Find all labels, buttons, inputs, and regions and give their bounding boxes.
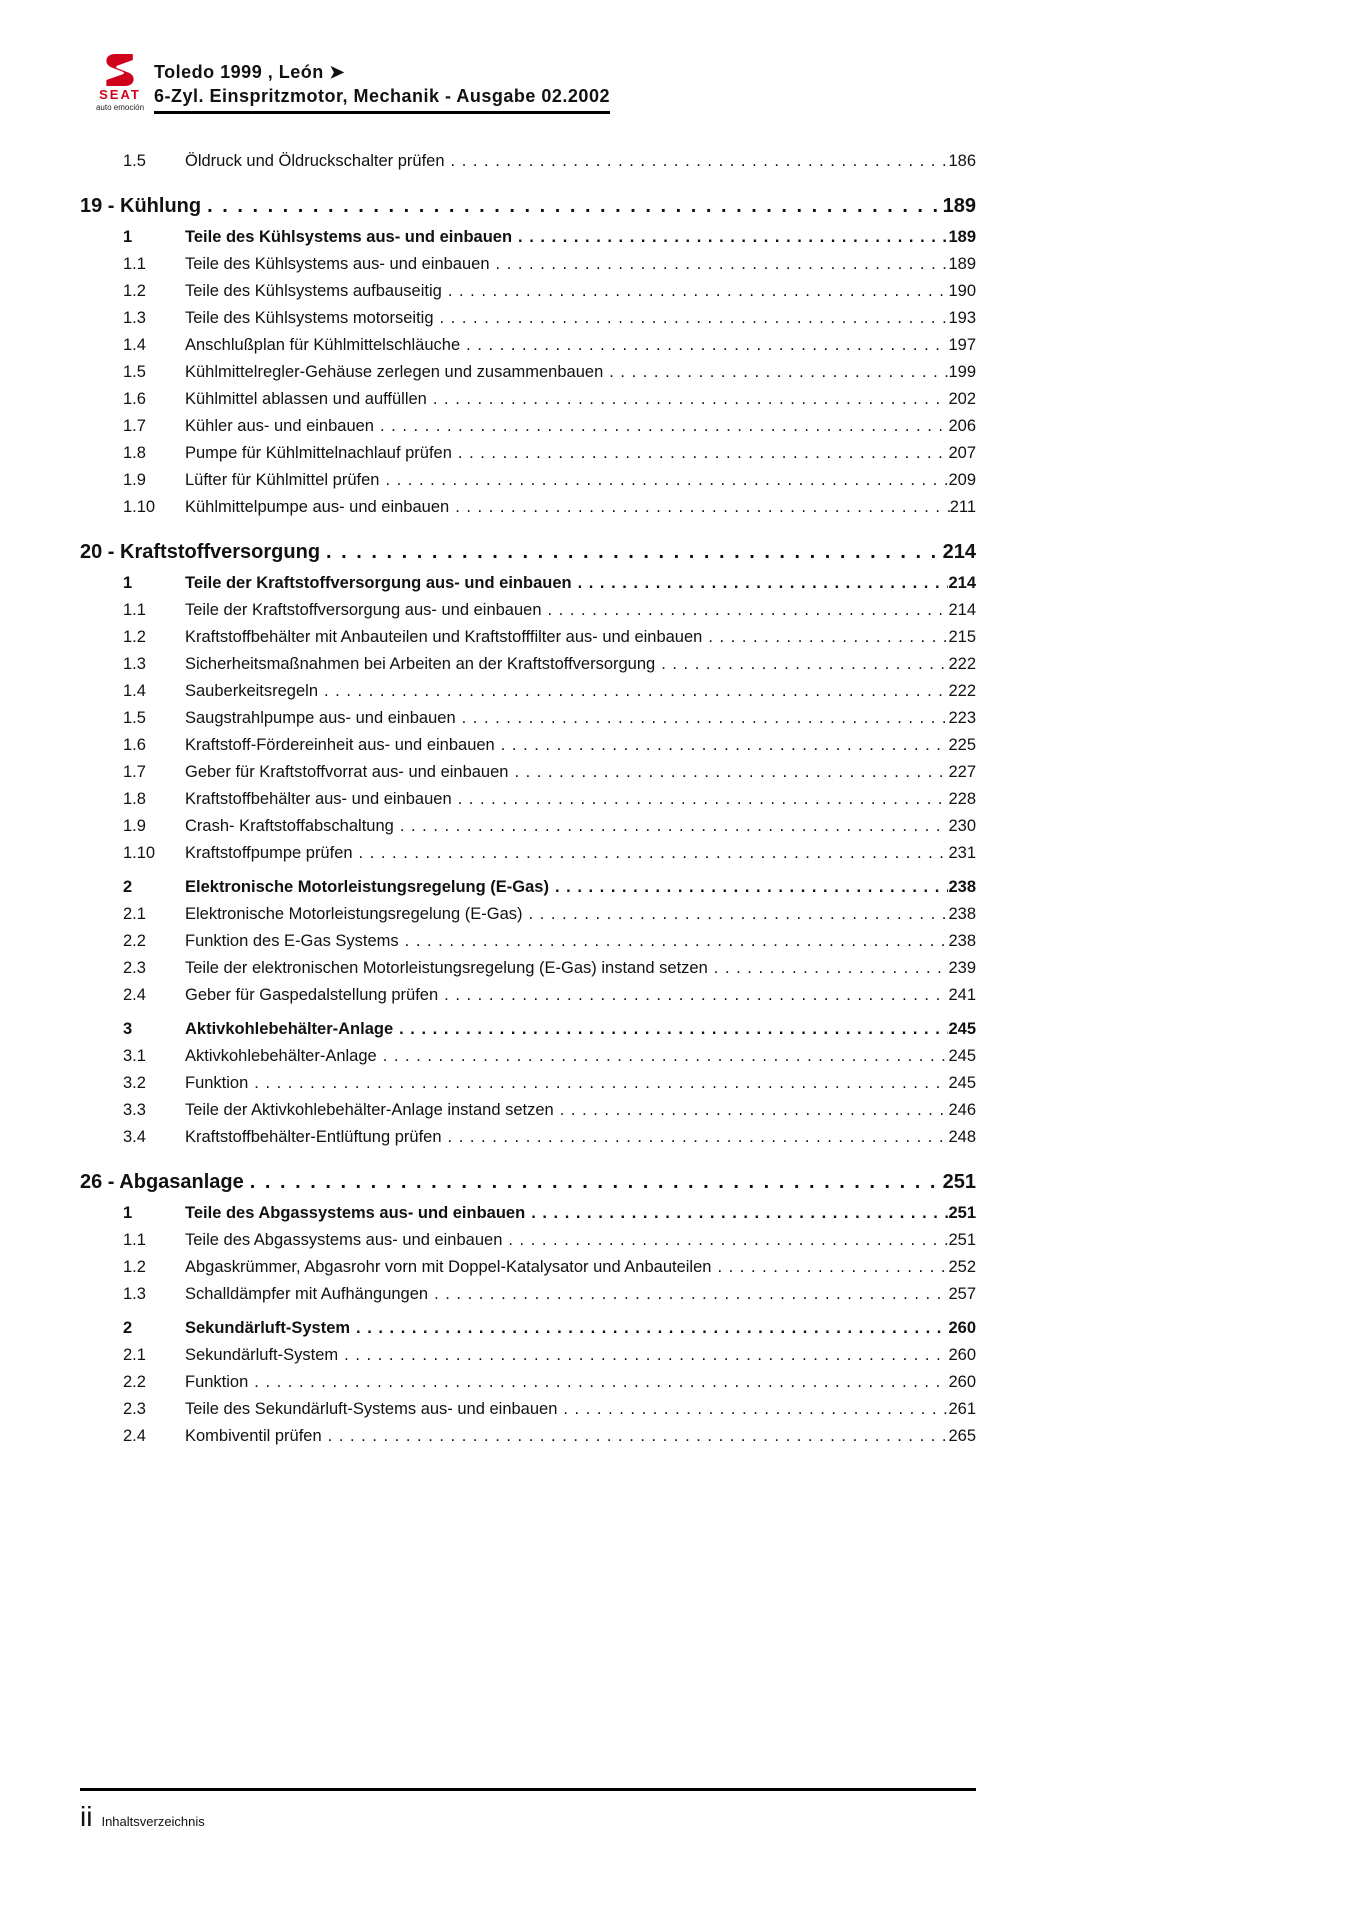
toc-entry — [80, 1070, 976, 1097]
toc-leader-dots — [512, 224, 948, 251]
toc-leader-dots — [445, 148, 949, 175]
toc-entry-number: 3.1 — [123, 1047, 146, 1065]
toc-entry-page: 214 — [948, 574, 976, 592]
toc-entry-number: 2.2 — [123, 1373, 146, 1391]
toc-entry-page: 239 — [948, 959, 976, 977]
toc-entry-title: Lüfter für Kühlmittel prüfen — [185, 471, 380, 489]
toc-entry-number: 2.3 — [123, 959, 146, 977]
toc-entry-number: 1 — [123, 574, 133, 592]
toc-entry-page: 248 — [948, 1128, 976, 1146]
toc-leader-dots — [525, 1200, 948, 1227]
toc-entry-page: 231 — [948, 844, 976, 862]
toc-chapter-heading — [80, 191, 976, 222]
toc-entry-page: 214 — [948, 601, 976, 619]
toc-leader-dots — [374, 413, 948, 440]
toc-leader-dots — [452, 440, 949, 467]
toc-entry-number: 1.2 — [123, 282, 146, 300]
toc-leader-dots — [442, 278, 949, 305]
toc-entry — [80, 1200, 976, 1227]
toc-entry — [80, 1097, 976, 1124]
toc-entry — [80, 1423, 976, 1450]
toc-leader-dots — [248, 1369, 948, 1396]
toc-entry-number: 1.1 — [123, 601, 146, 619]
toc-entry-page: 215 — [948, 628, 976, 646]
footer-page-number: ii — [80, 1801, 93, 1832]
toc-entry-page: 206 — [948, 417, 976, 435]
toc-entry-page: 265 — [948, 1427, 976, 1445]
toc-entry-page: 260 — [948, 1373, 976, 1391]
toc-entry-page: 211 — [949, 498, 976, 516]
toc-entry — [80, 332, 976, 359]
header — [92, 54, 976, 114]
toc-entry-number: 1.3 — [123, 1285, 146, 1303]
toc-entry — [80, 759, 976, 786]
toc-leader-dots — [708, 955, 949, 982]
toc-entry-page: 260 — [948, 1319, 976, 1337]
toc-entry-number: 1.9 — [123, 817, 146, 835]
toc-entry-page: 230 — [948, 817, 976, 835]
toc-entry-title: Elektronische Motorleistungsregelung (E-Gas) — [185, 905, 523, 923]
toc-chapter-page: 214 — [942, 541, 976, 563]
toc-chapter — [80, 1167, 976, 1450]
toc-entry-number: 1.5 — [123, 363, 146, 381]
toc-entry-number: 1.4 — [123, 682, 146, 700]
toc-entry — [80, 1254, 976, 1281]
toc-entry-title: Kraftstoffpumpe prüfen — [185, 844, 353, 862]
toc-leader-dots — [350, 1315, 948, 1342]
toc-entry — [80, 678, 976, 705]
toc-entry-page: 225 — [948, 736, 976, 754]
toc-entry-page: 257 — [948, 1285, 976, 1303]
footer-rule — [80, 1788, 976, 1791]
footer-line — [80, 1803, 976, 1831]
toc-entry-title: Aktivkohlebehälter-Anlage — [185, 1047, 377, 1065]
toc-entry-title: Saugstrahlpumpe aus- und einbauen — [185, 709, 456, 727]
toc-entry-number: 3.4 — [123, 1128, 146, 1146]
toc-entry-number: 1.10 — [123, 498, 156, 516]
table-of-contents — [80, 148, 976, 1450]
toc-leader-dots — [244, 1167, 943, 1198]
toc-entry — [80, 651, 976, 678]
toc-entry — [80, 413, 976, 440]
seat-logo-tagline: auto emoción — [95, 103, 145, 112]
toc-entry — [80, 982, 976, 1009]
toc-entry-page: 228 — [948, 790, 976, 808]
toc-leader-dots — [322, 1423, 949, 1450]
toc-entry-title: Sekundärluft-System — [185, 1319, 351, 1337]
toc-entry-title: Teile des Abgassystems aus- und einbauen — [185, 1204, 526, 1222]
toc-entry-number: 1.8 — [123, 790, 146, 808]
toc-entry-number: 1 — [123, 228, 133, 246]
toc-leader-dots — [318, 678, 948, 705]
toc-leader-dots — [557, 1396, 948, 1423]
toc-entry — [80, 901, 976, 928]
toc-entry — [80, 278, 976, 305]
toc-leader-dots — [434, 305, 949, 332]
toc-leader-dots — [377, 1043, 949, 1070]
toc-entry-number: 1 — [123, 1204, 133, 1222]
document-title-model: Toledo 1999 , León ➤ — [154, 62, 345, 82]
toc-leader-dots — [438, 982, 948, 1009]
toc-entry-title: Teile der Aktivkohlebehälter-Anlage instand setzen — [185, 1101, 554, 1119]
toc-entry-page: 197 — [948, 336, 976, 354]
toc-entry-title: Teile des Kühlsystems aus- und einbauen — [185, 255, 490, 273]
toc-entry-number: 1.9 — [123, 471, 146, 489]
toc-entry — [80, 570, 976, 597]
toc-entry-page: 222 — [948, 682, 976, 700]
toc-chapter-entries — [80, 1200, 976, 1450]
footer-section-label: Inhaltsverzeichnis — [101, 1814, 205, 1829]
toc-entry — [80, 1396, 976, 1423]
toc-entry — [80, 386, 976, 413]
toc-entry-title: Funktion — [185, 1373, 249, 1391]
toc-entry — [80, 786, 976, 813]
toc-leader-dots — [452, 786, 949, 813]
toc-entry-title: Abgaskrümmer, Abgasrohr vorn mit Doppel-Katalysator und Anbauteilen — [185, 1258, 712, 1276]
toc-entry-page: 238 — [948, 878, 976, 896]
toc-entry-number: 2.4 — [123, 1427, 146, 1445]
toc-entry-number: 2.1 — [123, 905, 146, 923]
toc-entry — [80, 928, 976, 955]
toc-entry-title: Sekundärluft-System — [185, 1346, 339, 1364]
toc-entry-title: Teile des Abgassystems aus- und einbauen — [185, 1231, 503, 1249]
toc-entry-page: 186 — [948, 152, 976, 170]
toc-leader-dots — [502, 1227, 948, 1254]
toc-chapter — [80, 537, 976, 1151]
toc-entry — [80, 705, 976, 732]
toc-entry-title: Aktivkohlebehälter-Anlage — [185, 1020, 394, 1038]
toc-chapter-entries — [80, 570, 976, 1151]
toc-chapter — [80, 191, 976, 521]
toc-leader-dots — [379, 467, 948, 494]
toc-leader-dots — [449, 494, 950, 521]
toc-entry-title: Kraftstoff-Fördereinheit aus- und einbauen — [185, 736, 495, 754]
toc-entry-title: Kraftstoffbehälter aus- und einbauen — [185, 790, 452, 808]
toc-entry-title: Kühler aus- und einbauen — [185, 417, 374, 435]
toc-entry-number: 1.8 — [123, 444, 146, 462]
toc-entry-title: Öldruck und Öldruckschalter prüfen — [185, 152, 445, 170]
toc-leader-dots — [702, 624, 948, 651]
toc-entry — [80, 1124, 976, 1151]
toc-leader-dots — [542, 597, 949, 624]
toc-entry-number: 1.3 — [123, 309, 146, 327]
toc-chapter-title: 19 - Kühlung — [80, 195, 202, 217]
toc-entry — [80, 624, 976, 651]
toc-entry-title: Teile des Kühlsystems aufbauseitig — [185, 282, 442, 300]
toc-entry-page: 190 — [948, 282, 976, 300]
toc-chapter-entries — [80, 224, 976, 521]
toc-entry-title: Teile der elektronischen Motorleistungsregelung (E-Gas) instand setzen — [185, 959, 708, 977]
toc-entry-title: Kühlmittelregler-Gehäuse zerlegen und zusammenbauen — [185, 363, 604, 381]
toc-entry-title: Funktion des E-Gas Systems — [185, 932, 399, 950]
toc-entry-page: 209 — [948, 471, 976, 489]
toc-entry-page: 245 — [948, 1074, 976, 1092]
toc-entry-number: 1.6 — [123, 736, 146, 754]
toc-chapter-page: 189 — [942, 195, 976, 217]
toc-entry-number: 1.5 — [123, 152, 146, 170]
toc-entry-title: Teile des Kühlsystems motorseitig — [185, 309, 434, 327]
toc-leader-dots — [456, 705, 949, 732]
seat-logo-icon — [92, 54, 148, 86]
toc-entry-title: Sauberkeitsregeln — [185, 682, 318, 700]
toc-entry — [80, 1342, 976, 1369]
toc-entry-title: Kombiventil prüfen — [185, 1427, 322, 1445]
toc-entry-number: 3.3 — [123, 1101, 146, 1119]
toc-chapter-title: 26 - Abgasanlage — [80, 1171, 244, 1193]
toc-leader-dots — [428, 1281, 948, 1308]
toc-leader-dots — [353, 840, 949, 867]
toc-leader-dots — [393, 1016, 948, 1043]
toc-entry-page: 251 — [948, 1231, 976, 1249]
toc-leader-dots — [248, 1070, 948, 1097]
toc-entry — [80, 732, 976, 759]
toc-leader-dots — [572, 570, 949, 597]
toc-entry-page: 193 — [948, 309, 976, 327]
toc-entry-number: 1.4 — [123, 336, 146, 354]
toc-entry-title: Kühlmittel ablassen und auffüllen — [185, 390, 427, 408]
toc-entry-page: 238 — [948, 905, 976, 923]
toc-entry-number: 1.1 — [123, 255, 146, 273]
toc-entry — [80, 1016, 976, 1043]
toc-leader-dots — [338, 1342, 948, 1369]
toc-entry-title: Sicherheitsmaßnahmen bei Arbeiten an der Kraftstoffversorgung — [185, 655, 656, 673]
toc-entry-page: 189 — [948, 255, 976, 273]
toc-entry-number: 1.10 — [123, 844, 156, 862]
toc-entry — [80, 148, 976, 175]
toc-leader-dots — [711, 1254, 948, 1281]
toc-leader-dots — [427, 386, 949, 413]
toc-leader-dots — [603, 359, 948, 386]
toc-entry-page: 245 — [948, 1020, 976, 1038]
toc-entry — [80, 224, 976, 251]
toc-entry-title: Funktion — [185, 1074, 249, 1092]
toc-entry-number: 1.2 — [123, 1258, 146, 1276]
toc-entry-number: 2.1 — [123, 1346, 146, 1364]
toc-entry — [80, 305, 976, 332]
toc-entry-title: Kraftstoffbehälter mit Anbauteilen und Kraftstofffilter aus- und einbauen — [185, 628, 703, 646]
toc-entry — [80, 813, 976, 840]
toc-entry — [80, 1281, 976, 1308]
toc-entry — [80, 494, 976, 521]
toc-entry-number: 1.2 — [123, 628, 146, 646]
toc-entry-page: 251 — [948, 1204, 976, 1222]
toc-entry — [80, 597, 976, 624]
toc-entry — [80, 1043, 976, 1070]
toc-leader-dots — [490, 251, 949, 278]
toc-entry-page: 238 — [948, 932, 976, 950]
toc-entry-page: 252 — [948, 1258, 976, 1276]
toc-entry-number: 1.7 — [123, 763, 146, 781]
toc-entry — [80, 840, 976, 867]
toc-entry-title: Crash- Kraftstoffabschaltung — [185, 817, 394, 835]
toc-entry-title: Geber für Kraftstoffvorrat aus- und einbauen — [185, 763, 509, 781]
footer — [80, 1788, 976, 1831]
toc-leader-dots — [495, 732, 949, 759]
toc-entry — [80, 359, 976, 386]
toc-entry-page: 227 — [948, 763, 976, 781]
toc-leader-dots — [394, 813, 949, 840]
toc-leader-dots — [399, 928, 949, 955]
toc-entry-page: 202 — [948, 390, 976, 408]
toc-entry-number: 2 — [123, 1319, 133, 1337]
toc-entry-number: 3.2 — [123, 1074, 146, 1092]
toc-entry-page: 241 — [948, 986, 976, 1004]
toc-entry-title: Anschlußplan für Kühlmittelschläuche — [185, 336, 461, 354]
toc-entry-number: 1.5 — [123, 709, 146, 727]
toc-chapter-page: 251 — [942, 1171, 976, 1193]
toc-entry-title: Kraftstoffbehälter-Entlüftung prüfen — [185, 1128, 442, 1146]
toc-entry — [80, 955, 976, 982]
page-content — [80, 0, 976, 1450]
toc-entry-page: 261 — [948, 1400, 976, 1418]
toc-entry-title: Kühlmittelpumpe aus- und einbauen — [185, 498, 450, 516]
toc-entry-page: 199 — [948, 363, 976, 381]
toc-entry-title: Teile der Kraftstoffversorgung aus- und einbauen — [185, 574, 572, 592]
toc-leader-dots — [655, 651, 948, 678]
toc-entry-page: 260 — [948, 1346, 976, 1364]
toc-entry-page: 189 — [948, 228, 976, 246]
toc-entry — [80, 467, 976, 494]
toc-entry-title: Schalldämpfer mit Aufhängungen — [185, 1285, 429, 1303]
toc-entry — [80, 440, 976, 467]
toc-entry — [80, 874, 976, 901]
toc-entry — [80, 251, 976, 278]
toc-entry-title: Teile der Kraftstoffversorgung aus- und einbauen — [185, 601, 542, 619]
toc-entry-page: 207 — [948, 444, 976, 462]
toc-entry-number: 2.4 — [123, 986, 146, 1004]
toc-chapter-title: 20 - Kraftstoffversorgung — [80, 541, 321, 563]
toc-entry-page: 222 — [948, 655, 976, 673]
toc-leader-dots — [320, 537, 943, 568]
toc-leader-dots — [442, 1124, 949, 1151]
toc-leader-dots — [554, 1097, 949, 1124]
toc-leader-dots — [523, 901, 949, 928]
toc-chapter-heading — [80, 537, 976, 568]
toc-entry-title: Pumpe für Kühlmittelnachlauf prüfen — [185, 444, 452, 462]
toc-entry-number: 1.7 — [123, 417, 146, 435]
toc-entry — [80, 1315, 976, 1342]
document-title-subject: 6-Zyl. Einspritzmotor, Mechanik - Ausgabe 02.2002 — [154, 84, 610, 114]
toc-leader-dots — [460, 332, 948, 359]
toc-entry-title: Teile des Kühlsystems aus- und einbauen — [185, 228, 513, 246]
toc-entry-number: 1.3 — [123, 655, 146, 673]
toc-entry-title: Geber für Gaspedalstellung prüfen — [185, 986, 439, 1004]
toc-entry-number: 2.2 — [123, 932, 146, 950]
toc-leader-dots — [201, 191, 943, 222]
toc-entry-title: Teile des Sekundärluft-Systems aus- und einbauen — [185, 1400, 558, 1418]
toc-entry — [80, 1227, 976, 1254]
toc-leader-dots — [508, 759, 948, 786]
toc-entry-number: 3 — [123, 1020, 133, 1038]
seat-logo — [92, 54, 148, 112]
toc-entry-page: 223 — [948, 709, 976, 727]
toc-leader-dots — [549, 874, 948, 901]
toc-entry-number: 2.3 — [123, 1400, 146, 1418]
toc-entry-number: 2 — [123, 878, 133, 896]
toc-entry-page: 245 — [948, 1047, 976, 1065]
seat-logo-text: SEAT — [99, 87, 141, 102]
toc-entry-title: Elektronische Motorleistungsregelung (E-Gas) — [185, 878, 549, 896]
toc-chapter-heading — [80, 1167, 976, 1198]
toc-entry-page: 246 — [948, 1101, 976, 1119]
toc-entry-number: 1.6 — [123, 390, 146, 408]
toc-entry-number: 1.1 — [123, 1231, 146, 1249]
toc-entry — [80, 1369, 976, 1396]
header-titles — [154, 54, 610, 114]
